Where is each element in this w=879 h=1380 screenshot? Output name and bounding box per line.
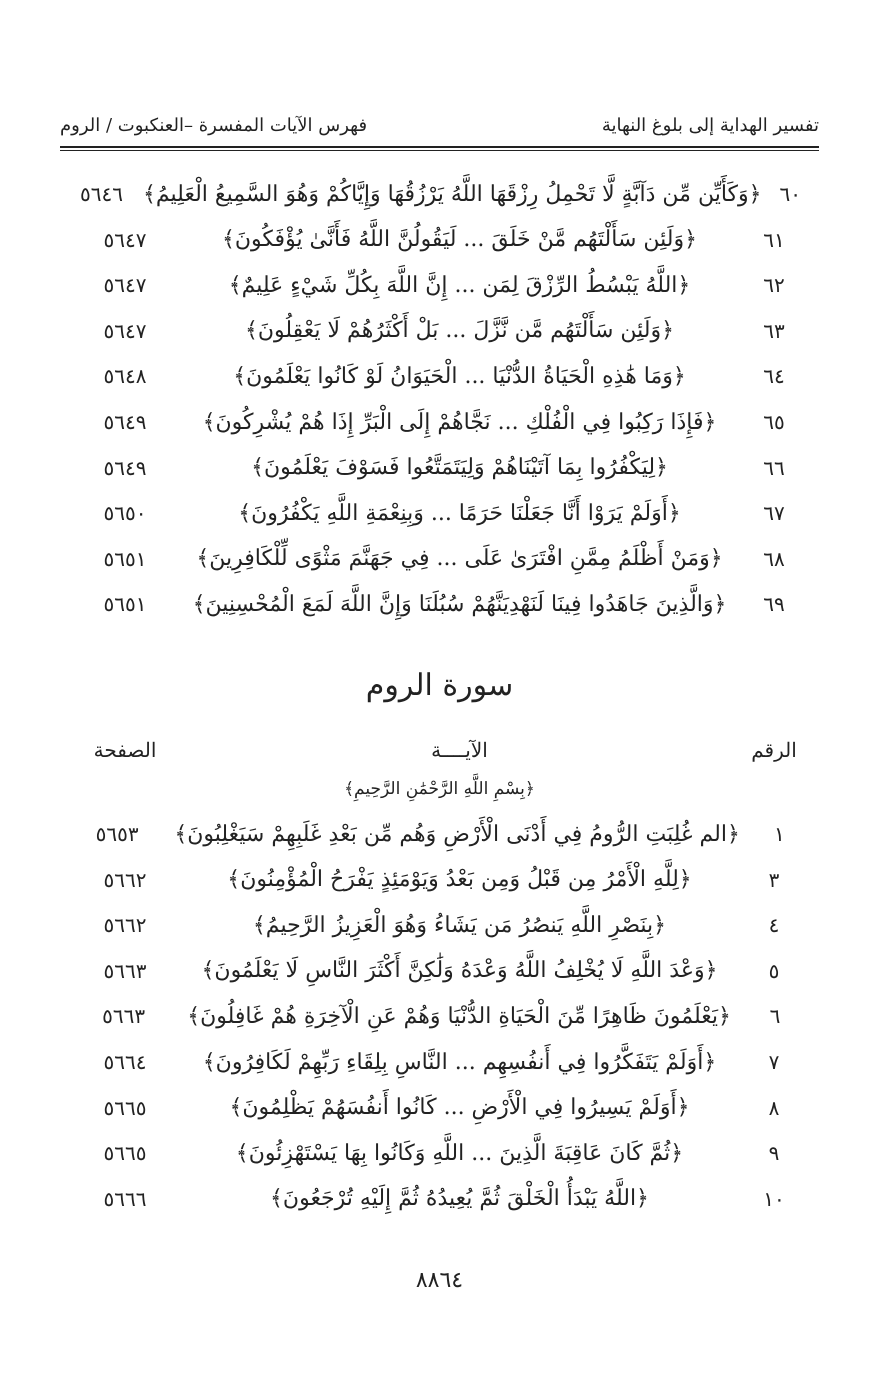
surah-title: سورة الروم (365, 668, 514, 703)
page-reference: ٥٦٥١ (103, 592, 147, 617)
verse-text: ﴿وَالَّذِينَ جَاهَدُوا فِينَا لَنَهْدِيَنَّهُمْ سُبُلَنَا وَإِنَّ اللَّهَ لَمَعَ الْمُحْسِنِينَ﴾ (192, 591, 727, 617)
verse-text: ﴿أَوَلَمْ يَسِيرُوا فِي الْأَرْضِ ... كَانُوا أَنفُسَهُمْ يَظْلِمُونَ﴾ (229, 1095, 690, 1121)
page-reference: ٥٦٦٢ (103, 913, 147, 938)
verse-number: ٦٦ (763, 455, 785, 480)
book-title: تفسير الهداية إلى بلوغ النهاية (601, 114, 819, 136)
verse-text: ﴿أَوَلَمْ يَرَوْا أَنَّا جَعَلْنَا حَرَمًا ... وَبِنِعْمَةِ اللَّهِ يَكْفُرُونَ﴾ (238, 500, 681, 526)
page-reference: ٥٦٦٣ (103, 958, 147, 983)
table-row (60, 862, 819, 898)
table-row (60, 313, 819, 349)
verse-text: ﴿وَمَنْ أَظْلَمُ مِمَّنِ افْتَرَىٰ عَلَى ... فِي جَهَنَّمَ مَثْوًى لِّلْكَافِرِينَ﴾ (196, 546, 723, 572)
running-header (60, 108, 819, 142)
page-reference: ٥٦٦٢ (103, 867, 147, 892)
column-headers (60, 732, 819, 768)
table-row (60, 495, 819, 531)
column-header-page: الصفحة (93, 738, 157, 762)
column-header-number: الرقم (751, 738, 797, 762)
table-row (60, 541, 819, 577)
page-number: ٨٨٦٤ (415, 1268, 464, 1293)
table-row (60, 586, 819, 622)
page-reference: ٥٦٤٨ (103, 364, 147, 389)
verse-text: ﴿يَعْلَمُونَ ظَاهِرًا مِّنَ الْحَيَاةِ الدُّنْيَا وَهُمْ عَنِ الْآخِرَةِ هُمْ غَافِلُونَ﴾ (187, 1003, 731, 1029)
verse-text: ﴿ثُمَّ كَانَ عَاقِبَةَ الَّذِينَ ... اللَّهِ وَكَانُوا بِهَا يَسْتَهْزِئُونَ﴾ (235, 1140, 684, 1166)
verse-text: ﴿وَكَأَيِّن مِّن دَآبَّةٍ لَّا تَحْمِلُ رِزْقَهَا اللَّهُ يَرْزُقُهَا وَإِيَّاكُمْ وَهُوَ السَّمِيعُ الْعَلِيمُ﴾ (143, 181, 762, 207)
table-row (60, 1044, 819, 1080)
table-row (60, 907, 819, 943)
table-row (60, 1181, 819, 1217)
table-row (60, 404, 819, 440)
verse-number: ٦٠ (779, 182, 801, 206)
verse-number: ٦ (769, 1004, 781, 1029)
verse-number: ١ (774, 822, 785, 846)
verse-number: ٦٤ (763, 364, 785, 389)
table-row (60, 222, 819, 258)
page-reference: ٥٦٥٠ (103, 501, 147, 526)
page-reference: ٥٦٤٩ (103, 410, 147, 434)
verse-text: ﴿اللَّهُ يَبْسُطُ الرِّزْقَ لِمَن ... إِنَّ اللَّهَ بِكُلِّ شَيْءٍ عَلِيمٌ﴾ (228, 272, 691, 298)
verse-number: ٧ (768, 1050, 780, 1074)
verse-text: ﴿بِنَصْرِ اللَّهِ يَنصُرُ مَن يَشَاءُ وَهُوَ الْعَزِيزُ الرَّحِيمُ﴾ (252, 912, 667, 938)
page-reference: ٥٦٥١ (103, 546, 147, 571)
verse-number: ٥ (768, 958, 780, 983)
section-title: فهرس الآيات المفسرة –العنكبوت / الروم (60, 114, 368, 136)
verse-number: ٣ (768, 867, 780, 892)
basmala: ﴿بِسْمِ اللَّهِ الرَّحْمَٰنِ الرَّحِيمِ﴾ (344, 779, 535, 799)
page-reference: ٥٦٤٦ (80, 182, 123, 206)
verse-text: ﴿وَمَا هَٰذِهِ الْحَيَاةُ الدُّنْيَا ... الْحَيَوَانُ لَوْ كَانُوا يَعْلَمُونَ﴾ (233, 363, 686, 389)
column-header-verse: الآيــــة (431, 738, 488, 762)
verse-number: ٦٣ (763, 318, 785, 343)
verse-number: ٦٥ (763, 410, 785, 434)
page-reference: ٥٦٤٧ (103, 273, 147, 298)
table-row (60, 176, 819, 212)
table-row (60, 1135, 819, 1171)
verse-text: ﴿فَإِذَا رَكِبُوا فِي الْفُلْكِ ... نَجَّاهُمْ إِلَى الْبَرِّ إِذَا هُمْ يُشْرِكُونَ﴾ (202, 409, 717, 435)
verse-number: ٦١ (763, 227, 785, 252)
table-row (60, 816, 819, 852)
verse-number: ١٠ (763, 1186, 785, 1211)
page-reference: ٥٦٦٦ (103, 1186, 147, 1211)
page-reference: ٥٦٦٥ (103, 1141, 147, 1166)
verse-number: ٤ (768, 913, 780, 938)
verse-text: ﴿أَوَلَمْ يَتَفَكَّرُوا فِي أَنفُسِهِم ... النَّاسِ بِلِقَاءِ رَبِّهِمْ لَكَافِرُونَ﴾ (202, 1049, 717, 1075)
table-row (60, 358, 819, 394)
table-row (60, 998, 819, 1034)
verse-text: ﴿وَعْدَ اللَّهِ لَا يُخْلِفُ اللَّهُ وَعْدَهُ وَلَٰكِنَّ أَكْثَرَ النَّاسِ لَا يَعْلَمُونَ﴾ (201, 958, 718, 984)
page-reference: ٥٦٤٧ (103, 318, 147, 343)
header-rule-thick (60, 146, 819, 148)
verse-text: ﴿الم غُلِبَتِ الرُّومُ فِي أَدْنَى الْأَرْضِ وَهُم مِّن بَعْدِ غَلَبِهِمْ سَيَغْلِبُونَ﴾ (174, 821, 740, 847)
table-row (60, 267, 819, 303)
page-reference: ٥٦٤٩ (103, 455, 147, 480)
page-reference: ٥٦٦٤ (103, 1050, 147, 1074)
verse-text: ﴿وَلَئِن سَأَلْتَهُم مَّنْ خَلَقَ ... لَيَقُولُنَّ اللَّهُ فَأَنَّىٰ يُؤْفَكُونَ﴾ (222, 227, 697, 253)
table-row (60, 953, 819, 989)
verse-number: ٦٩ (763, 592, 785, 617)
table-row (60, 450, 819, 486)
table-row (60, 1090, 819, 1126)
verse-text: ﴿اللَّهُ يَبْدَأُ الْخَلْقَ ثُمَّ يُعِيدُهُ ثُمَّ إِلَيْهِ تُرْجَعُونَ﴾ (270, 1186, 649, 1212)
verse-text: ﴿لِلَّهِ الْأَمْرُ مِن قَبْلُ وَمِن بَعْدُ وَيَوْمَئِذٍ يَفْرَحُ الْمُؤْمِنُونَ﴾ (227, 867, 692, 893)
header-rule-thin (60, 150, 819, 151)
page-reference: ٥٦٦٣ (102, 1004, 146, 1029)
verse-number: ٦٢ (763, 273, 785, 298)
page-reference: ٥٦٥٣ (95, 822, 139, 846)
verse-number: ٦٨ (763, 546, 785, 571)
verse-number: ٩ (768, 1141, 780, 1166)
verse-text: ﴿وَلَئِن سَأَلْتَهُم مَّن نَّزَّلَ ... بَلْ أَكْثَرُهُمْ لَا يَعْقِلُونَ﴾ (244, 318, 675, 344)
verse-number: ٦٧ (763, 501, 785, 526)
verse-number: ٨ (768, 1095, 780, 1120)
verse-text: ﴿لِيَكْفُرُوا بِمَا آتَيْنَاهُمْ وَلِيَتَمَتَّعُوا فَسَوْفَ يَعْلَمُونَ﴾ (251, 455, 668, 481)
page-reference: ٥٦٦٥ (103, 1095, 147, 1120)
page-reference: ٥٦٤٧ (103, 227, 147, 252)
